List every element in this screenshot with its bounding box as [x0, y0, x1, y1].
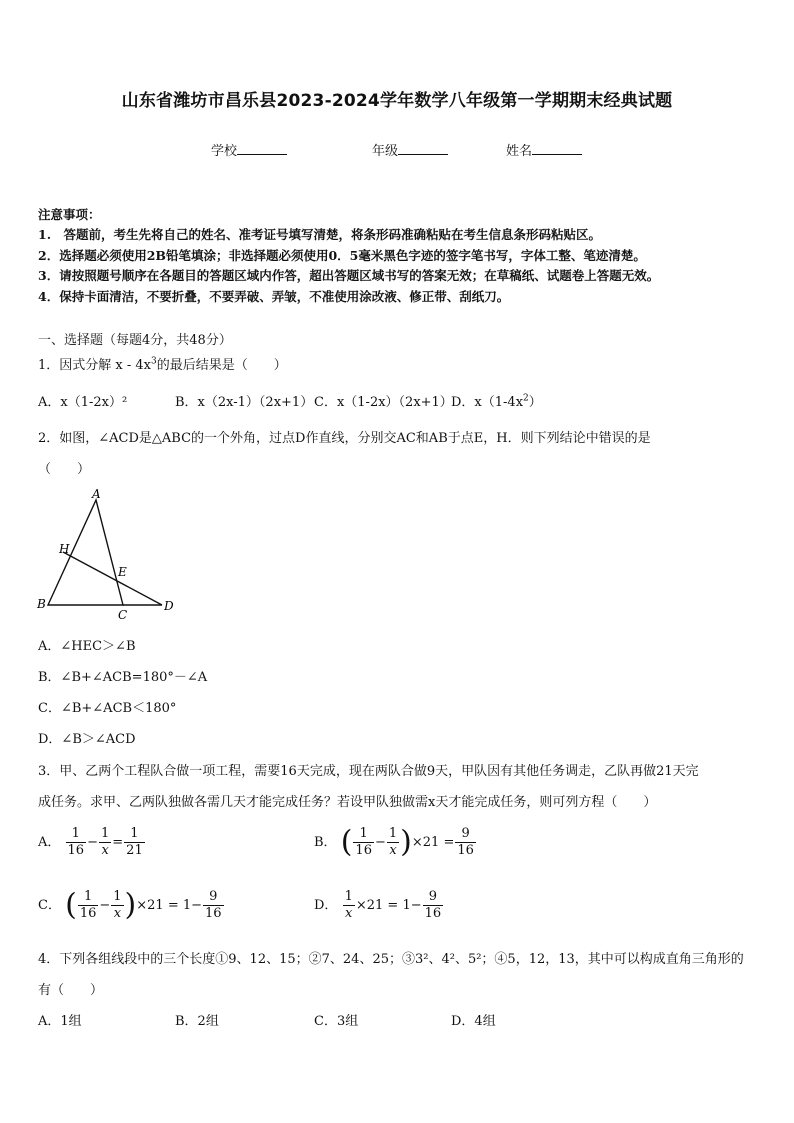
fraction: $\frac{1}{16}$ [79, 889, 97, 921]
q1-stem-tail: 的最后结果是（ ） [156, 358, 287, 373]
label-e: E [118, 565, 127, 579]
label-d: D [164, 599, 174, 613]
question-4-stem: 4．下列各组线段中的三个长度①9、12、15；②7、24、25；③3²、4²、5²；④5，12，13，其中可以构成直角三角形的 [38, 952, 744, 967]
triangle-figure [34, 484, 184, 624]
grade-field[interactable] [372, 140, 448, 159]
q2-option-c[interactable]: C．∠B+∠ACB＜180° [38, 701, 177, 716]
q4-option-c[interactable]: C．3组 [314, 1014, 359, 1029]
q4-option-d[interactable]: D．4组 [451, 1014, 496, 1029]
q3-option-b-label: B． [314, 835, 337, 850]
q4-option-b[interactable]: B．2组 [175, 1014, 219, 1029]
name-blank[interactable] [532, 142, 582, 155]
name-label: 姓名 [506, 144, 533, 159]
q1-stem-text: 1．因式分解 x - 4x [38, 358, 151, 373]
notice-item: 4．保持卡面清洁，不要折叠，不要弄破、弄皱，不准使用涂改液、修正带、刮纸刀。 [38, 289, 510, 304]
q2-option-a[interactable]: A．∠HEC＞∠B [38, 639, 136, 654]
grade-label: 年级 [372, 144, 399, 159]
q1-option-b[interactable]: B．x（2x-1）（2x+1） [175, 395, 314, 410]
question-3-stem-cont: 成任务。求甲、乙两队独做各需几天才能完成任务？若设甲队独做需x天才能完成任务，则可列方程（ ） [38, 795, 657, 810]
question-3-stem: 3．甲、乙两个工程队合做一项工程，需要16天完成，现在两队合做9天，甲队因有其他任务调走，乙队再做21天完 [38, 764, 699, 779]
label-b: B [37, 597, 46, 611]
q1-option-d-text: D．x（1-4x [451, 395, 524, 410]
q4-option-a[interactable]: A．1组 [38, 1014, 82, 1029]
fraction: $\frac{1}{16}$ [67, 826, 85, 858]
label-c: C [118, 608, 128, 622]
fraction: $\frac{1}{x}$ [100, 826, 110, 858]
q3-option-d-label: D． [314, 898, 338, 913]
q3-option-b[interactable]: B． ( $\frac{1}{16}$ − $\frac{1}{x}$ )×21 = $\frac{9}{16}$ [314, 824, 474, 860]
notice-item: 3．请按照题号顺序在各题目的答题区域内作答，超出答题区域书写的答案无效；在草稿纸、试题卷上答题无效。 [38, 268, 660, 283]
q1-option-c[interactable]: C．x（1-2x）（2x+1） [314, 395, 453, 410]
q2-option-b[interactable]: B．∠B+∠ACB=180°－∠A [38, 670, 208, 685]
line-hd [63, 552, 162, 605]
fraction: $\frac{9}{16}$ [457, 826, 474, 858]
label-h: H [59, 542, 70, 556]
fraction: $\frac{9}{16}$ [424, 889, 442, 921]
school-label: 学校 [211, 144, 238, 159]
exam-title: 山东省潍坊市昌乐县2023-2024学年数学八年级第一学期期末经典试题 [121, 91, 673, 111]
q2-option-d[interactable]: D．∠B＞∠ACD [38, 732, 136, 747]
q1-option-d[interactable] [451, 391, 542, 410]
grade-blank[interactable] [398, 142, 448, 155]
q3-option-c[interactable]: C． ( $\frac{1}{16}$ − $\frac{1}{x}$ )×21 = 1− $\frac{9}{16}$ [38, 887, 222, 923]
section-heading: 一、选择题（每题4分，共48分） [38, 333, 232, 348]
question-1-stem [38, 354, 287, 373]
school-blank[interactable] [237, 142, 287, 155]
question-4-stem-cont: 有（ ） [38, 983, 104, 998]
q1-option-d-exponent: 2 [523, 393, 529, 404]
notice-item: 2．选择题必须使用2B铅笔填涂；非选择题必须使用0．5毫米黑色字迹的签字笔书写，字体工整、笔迹清楚。 [38, 248, 646, 263]
q3-option-c-label: C． [38, 898, 61, 913]
question-2-stem-cont: （ ） [38, 462, 91, 477]
q1-exponent: 3 [151, 356, 157, 367]
fraction: $\frac{1}{x}$ [113, 889, 122, 921]
notice-item: 1. 答题前，考生先将自己的姓名、准考证号填写清楚，将条形码准确粘贴在考生信息条形码粘贴区。 [38, 227, 602, 242]
q3-option-d[interactable]: D． $\frac{1}{x}$ ×21 = 1− $\frac{9}{16}$ [314, 889, 442, 921]
fraction: $\frac{9}{16}$ [205, 889, 222, 921]
label-a: A [92, 487, 101, 501]
q1-option-a[interactable]: A．x（1-2x）² [38, 395, 128, 410]
name-field[interactable] [506, 140, 582, 159]
fraction: $\frac{1}{16}$ [355, 826, 372, 858]
q3-option-a-label: A． [38, 835, 61, 850]
fraction: $\frac{1}{21}$ [126, 826, 143, 858]
q1-option-d-tail: ） [528, 395, 542, 410]
notice-heading: 注意事项： [38, 207, 101, 222]
school-field[interactable] [211, 140, 287, 159]
question-2-stem: 2．如图，∠ACD是△ABC的一个外角，过点D作直线，分别交AC和AB于点E，H．则下列结论中错误的是 [38, 431, 651, 446]
fraction: $\frac{1}{x}$ [388, 826, 398, 858]
q3-option-a[interactable]: A． $\frac{1}{16}$ − $\frac{1}{x}$ = $\frac{1}{21}$ [38, 826, 143, 858]
fraction: $\frac{1}{x}$ [344, 889, 353, 921]
